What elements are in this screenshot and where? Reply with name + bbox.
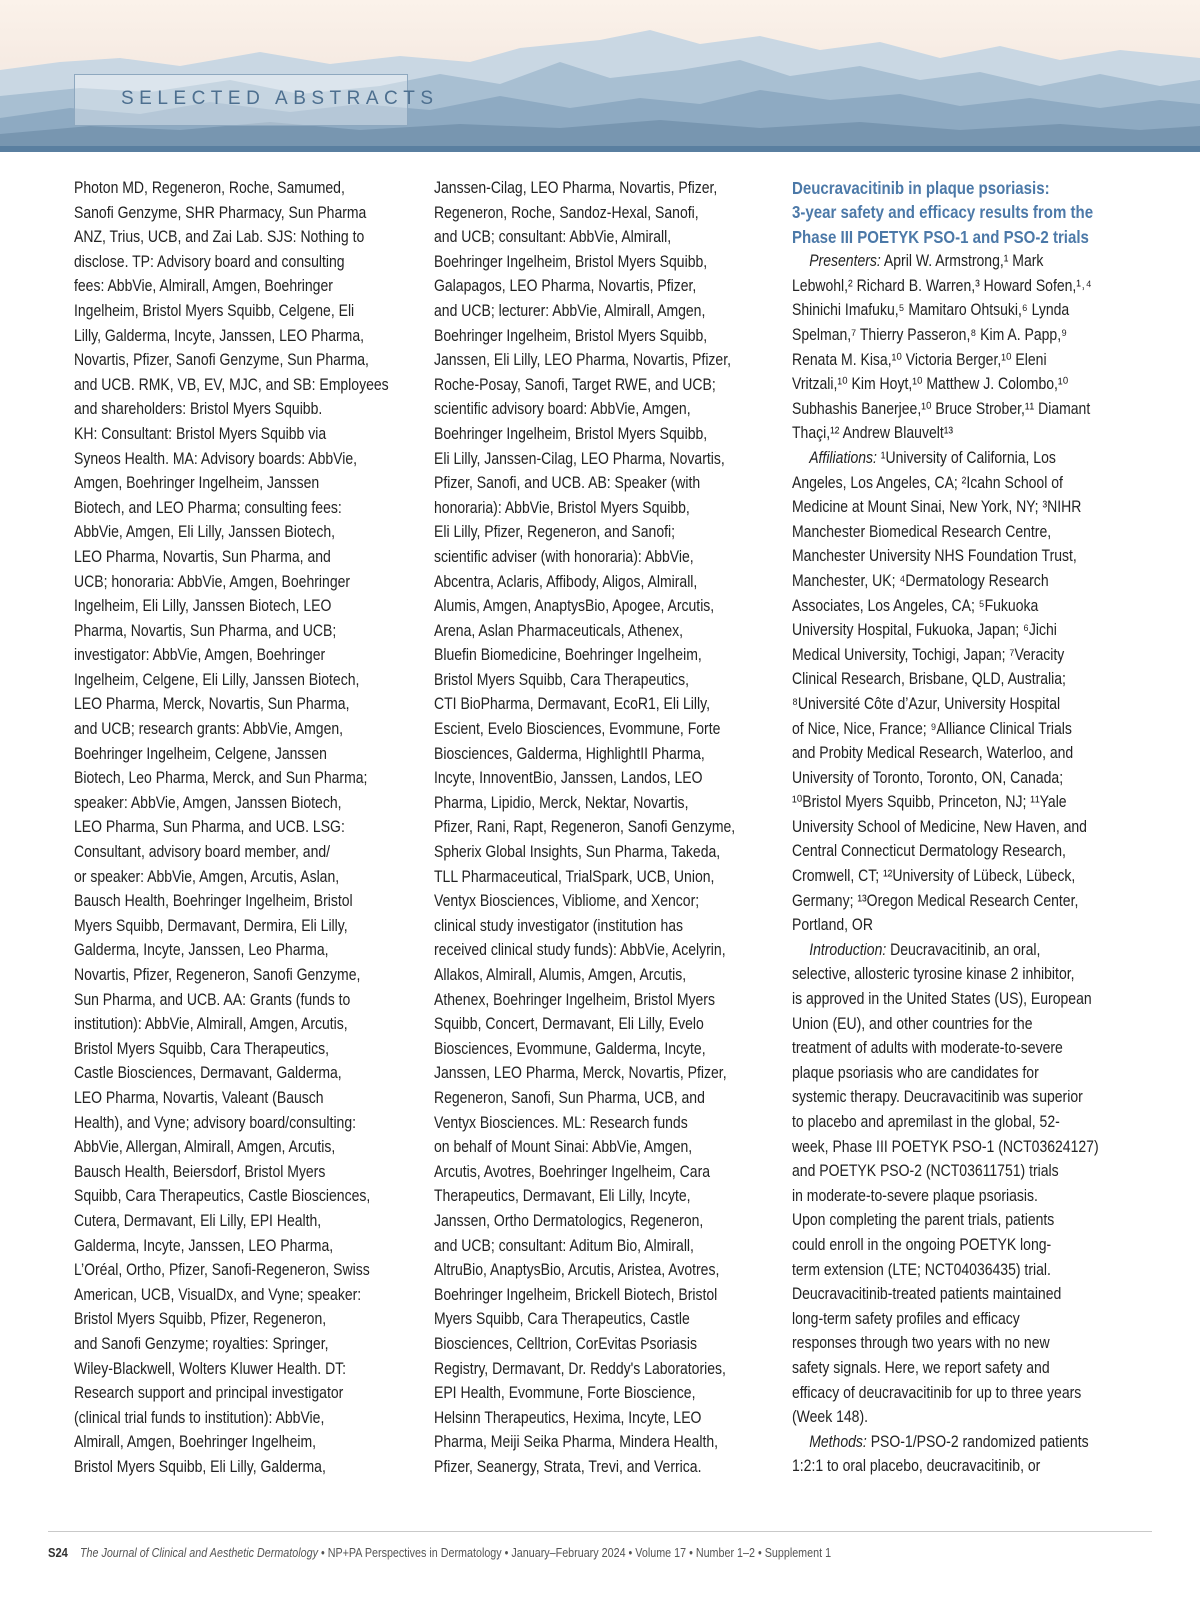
text-line: responses through two years with no new	[792, 1334, 1050, 1353]
text-line: University of Toronto, Toronto, ON, Canada;	[792, 768, 1064, 787]
text-line: Bausch Health, Boehringer Ingelheim, Bristol	[74, 892, 353, 911]
text-line: ⁸Université Côte d’Azur, University Hospital	[792, 694, 1061, 713]
text-line: ¹⁰Bristol Myers Squibb, Princeton, NJ; ¹¹Yale	[792, 793, 1067, 812]
text-line: week, Phase III POETYK PSO-1 (NCT03624127)	[792, 1137, 1099, 1156]
text-line: Janssen, Ortho Dermatologics, Regeneron,	[434, 1211, 704, 1230]
text-line: Lebwohl,² Richard B. Warren,³ Howard Sofen,¹˒⁴	[792, 276, 1092, 295]
text-line: Galapagos, LEO Pharma, Novartis, Pfizer,	[434, 277, 697, 296]
text-line: speaker: AbbVie, Amgen, Janssen Biotech,	[74, 793, 342, 812]
text-line: (Week 148).	[792, 1408, 869, 1427]
text-line: of Nice, Nice, France; ⁹Alliance Clinical Trials	[792, 719, 1072, 738]
affiliations-line: Affiliations: ¹University of California, Los	[809, 448, 1056, 467]
text-line: ANZ, Trius, UCB, and Zai Lab. SJS: Nothing to	[74, 228, 365, 247]
page-footer	[48, 1545, 831, 1560]
text-line: in moderate-to-severe plaque psoriasis.	[792, 1186, 1038, 1205]
text-line: Vritzali,¹⁰ Kim Hoyt,¹⁰ Matthew J. Colombo,¹⁰	[792, 375, 1069, 394]
text-line: and UCB; research grants: AbbVie, Amgen,	[74, 720, 344, 739]
text-line: Escient, Evelo Biosciences, Evommune, Forte	[434, 720, 721, 739]
section-label-box	[74, 74, 439, 126]
text-line: long-term safety profiles and efficacy	[792, 1309, 1020, 1328]
text-line: Manchester, UK; ⁴Dermatology Research	[792, 571, 1049, 590]
text-line: systemic therapy. Deucravacitinib was superior	[792, 1088, 1083, 1107]
text-line: Angeles, Los Angeles, CA; ²Icahn School of	[792, 473, 1063, 492]
text-line: Biotech, Leo Pharma, Merck, and Sun Pharma;	[74, 769, 368, 788]
text-line: LEO Pharma, Sun Pharma, and UCB. LSG:	[74, 818, 345, 837]
text-line: Ventyx Biosciences. ML: Research funds	[434, 1113, 688, 1132]
text-line: Arena, Aslan Pharmaceuticals, Athenex,	[434, 621, 684, 640]
text-line: Syneos Health. MA: Advisory boards: AbbVie,	[74, 449, 358, 468]
methods-label: Methods:	[809, 1432, 867, 1451]
text-line: and Sanofi Genzyme; royalties: Springer,	[74, 1334, 329, 1353]
text-line: Myers Squibb, Cara Therapeutics, Castle	[434, 1310, 690, 1329]
text-line: Bluefin Biomedicine, Boehringer Ingelheim,	[434, 646, 702, 665]
banner-rule	[0, 146, 1200, 152]
text-line: Ingelheim, Eli Lilly, Janssen Biotech, LEO	[74, 597, 332, 616]
text-line: Cromwell, CT; ¹²University of Lübeck, Lübeck,	[792, 867, 1076, 886]
text-line: on behalf of Mount Sinai: AbbVie, Amgen,	[434, 1138, 693, 1157]
text-line: scientific adviser (with honoraria): AbbVie,	[434, 547, 694, 566]
text-line: AltruBio, AnaptysBio, Arcutis, Aristea, Avotres,	[434, 1261, 720, 1280]
text-line: Roche-Posay, Sanofi, Target RWE, and UCB;	[434, 375, 716, 394]
text-line: Squibb, Concert, Dermavant, Eli Lilly, Evelo	[434, 1015, 704, 1034]
text-line: Portland, OR	[792, 916, 873, 935]
text-line: TLL Pharmaceutical, TrialSpark, UCB, Union,	[434, 867, 715, 886]
affiliations-label: Affiliations:	[809, 448, 877, 467]
text-line: Consultant, advisory board member, and/	[74, 843, 331, 862]
text-line: Renata M. Kisa,¹⁰ Victoria Berger,¹⁰ Eleni	[792, 350, 1047, 369]
text-line: could enroll in the ongoing POETYK long-	[792, 1235, 1052, 1254]
text-line: Subhashis Banerjee,¹⁰ Bruce Strober,¹¹ Diamant	[792, 399, 1091, 418]
text-line: Union (EU), and other countries for the	[792, 1014, 1033, 1033]
text-line: Boehringer Ingelheim, Celgene, Janssen	[74, 744, 327, 763]
text-line: Myers Squibb, Dermavant, Dermira, Eli Lilly,	[74, 916, 348, 935]
column-1	[74, 176, 389, 1479]
text-line: Novartis, Pfizer, Regeneron, Sanofi Genzyme,	[74, 966, 361, 984]
text-line: disclose. TP: Advisory board and consulting	[74, 252, 345, 271]
text-line: Research support and principal investigator	[74, 1384, 344, 1403]
text-line: Bristol Myers Squibb, Eli Lilly, Galderma,	[74, 1457, 326, 1476]
text-line: Pfizer, Seanergy, Strata, Trevi, and Verrica.	[434, 1457, 702, 1476]
text-line: EPI Health, Evommune, Forte Bioscience,	[434, 1384, 696, 1403]
text-line: Pfizer, Sanofi, and UCB. AB: Speaker (with	[434, 474, 701, 493]
text-line: Manchester Biomedical Research Centre,	[792, 522, 1052, 541]
text-line: Janssen, Eli Lilly, LEO Pharma, Novartis, Pfizer,	[434, 351, 732, 370]
text-line: Photon MD, Regeneron, Roche, Samumed,	[74, 179, 345, 197]
text-line: L’Oréal, Ortho, Pfizer, Sanofi-Regeneron, Swiss	[74, 1261, 370, 1280]
text-line: Lilly, Galderma, Incyte, Janssen, LEO Pharma,	[74, 326, 365, 345]
text-line: Janssen, LEO Pharma, Merck, Novartis, Pfizer,	[434, 1064, 727, 1083]
text-line: LEO Pharma, Novartis, Valeant (Bausch	[74, 1088, 324, 1107]
text-line: Pharma, Meiji Seika Pharma, Mindera Health,	[434, 1433, 719, 1452]
text-line: Medicine at Mount Sinai, New York, NY; ³NIHR	[792, 498, 1082, 517]
text-line: Health), and Vyne; advisory board/consulting:	[74, 1113, 357, 1132]
text-line: Medical University, Tochigi, Japan; ⁷Veracity	[792, 645, 1065, 664]
text-line: Alumis, Amgen, AnaptysBio, Apogee, Arcutis,	[434, 597, 715, 616]
text-line: Biotech, and LEO Pharma; consulting fees:	[74, 498, 342, 517]
text-line: Helsinn Therapeutics, Hexima, Incyte, LEO	[434, 1408, 702, 1427]
text-line: and UCB; consultant: Aditum Bio, Almirall,	[434, 1236, 694, 1255]
text-line: Associates, Los Angeles, CA; ⁵Fukuoka	[792, 596, 1039, 615]
text-line: (clinical trial funds to institution): AbbVie,	[74, 1408, 325, 1427]
text-line: Bristol Myers Squibb, Cara Therapeutics,	[74, 1039, 330, 1058]
text-line: and UCB. RMK, VB, EV, MJC, and SB: Employees	[74, 375, 389, 394]
text-line: Eli Lilly, Pfizer, Regeneron, and Sanofi;	[434, 523, 676, 542]
presenters-label: Presenters:	[809, 252, 881, 271]
text-line: Almirall, Amgen, Boehringer Ingelheim,	[74, 1433, 317, 1452]
header-banner	[0, 0, 1200, 152]
text-line: or speaker: AbbVie, Amgen, Arcutis, Aslan,	[74, 867, 340, 886]
text-line: Galderma, Incyte, Janssen, LEO Pharma,	[74, 1236, 334, 1255]
text-line: Abcentra, Aclaris, Affibody, Aligos, Almirall,	[434, 572, 698, 591]
text-line: University Hospital, Fukuoka, Japan; ⁶Jichi	[792, 621, 1057, 640]
text-line: UCB; honoraria: AbbVie, Amgen, Boehringer	[74, 572, 351, 591]
text-line: Biosciences, Celltrion, CorEvitas Psoriasis	[434, 1334, 698, 1353]
presenters-line: Presenters: April W. Armstrong,¹ Mark	[809, 252, 1044, 271]
text-line: Novartis, Pfizer, Sanofi Genzyme, Sun Pharma,	[74, 351, 369, 370]
text-line: Regeneron, Sanofi, Sun Pharma, UCB, and	[434, 1088, 705, 1107]
text-line: institution): AbbVie, Almirall, Amgen, Arcutis,	[74, 1015, 348, 1034]
text-line: Ingelheim, Bristol Myers Squibb, Celgene, Eli	[74, 301, 355, 320]
text-line: Upon completing the parent trials, patients	[792, 1211, 1055, 1230]
text-line: Amgen, Boehringer Ingelheim, Janssen	[74, 474, 320, 493]
text-line: Boehringer Ingelheim, Bristol Myers Squibb,	[434, 424, 708, 443]
text-line: AbbVie, Allergan, Almirall, Amgen, Arcutis,	[74, 1138, 336, 1157]
text-line: safety signals. Here, we report safety and	[792, 1358, 1050, 1377]
text-line: and UCB; lecturer: AbbVie, Almirall, Amgen,	[434, 301, 706, 320]
text-line: Eli Lilly, Janssen-Cilag, LEO Pharma, Novartis,	[434, 449, 725, 468]
text-line: 1:2:1 to oral placebo, deucravacitinib, or	[792, 1457, 1041, 1476]
text-line: investigator: AbbVie, Amgen, Boehringer	[74, 646, 326, 665]
text-line: University School of Medicine, New Haven, and	[792, 817, 1087, 836]
page-number: S24	[48, 1545, 68, 1560]
text-line: Cutera, Dermavant, Eli Lilly, EPI Health,	[74, 1211, 322, 1230]
text-line: Allakos, Almirall, Alumis, Amgen, Arcutis,	[434, 966, 687, 984]
text-line: Spherix Global Insights, Sun Pharma, Takeda,	[434, 843, 721, 862]
text-line: selective, allosteric tyrosine kinase 2 inhibitor,	[792, 965, 1075, 984]
text-line: and shareholders: Bristol Myers Squibb.	[74, 400, 323, 419]
issue-info: • NP+PA Perspectives in Dermatology • January–February 2024 • Volume 17 • Number 1–2 • Supplement 1	[317, 1546, 832, 1560]
text-line: Ventyx Biosciences, Vibliome, and Xencor;	[434, 892, 700, 911]
text-line: Central Connecticut Dermatology Research,	[792, 842, 1066, 861]
text-line: Therapeutics, Dermavant, Eli Lilly, Incyte,	[434, 1187, 691, 1206]
text-line: Boehringer Ingelheim, Bristol Myers Squibb,	[434, 326, 708, 345]
text-line: Galderma, Incyte, Janssen, Leo Pharma,	[74, 941, 329, 960]
section-label: SELECTED ABSTRACTS	[121, 88, 439, 109]
introduction-line: Introduction: Deucravacitinib, an oral,	[809, 940, 1041, 959]
text-line: Wiley-Blackwell, Wolters Kluwer Health. DT:	[74, 1359, 347, 1378]
text-line: Incyte, InnoventBio, Janssen, Landos, LEO	[434, 769, 703, 788]
text-line: Registry, Dermavant, Dr. Reddy's Laboratories,	[434, 1359, 726, 1378]
text-line: efficacy of deucravacitinib for up to three years	[792, 1383, 1082, 1402]
text-line: Regeneron, Roche, Sandoz-Hexal, Sanofi,	[434, 203, 699, 222]
text-line: scientific advisory board: AbbVie, Amgen,	[434, 400, 691, 419]
column-3	[792, 176, 1099, 1479]
text-line: KH: Consultant: Bristol Myers Squibb via	[74, 424, 327, 443]
text-line: Ingelheim, Celgene, Eli Lilly, Janssen Biotech,	[74, 670, 360, 689]
footer-rule	[48, 1531, 1152, 1532]
text-line: treatment of adults with moderate-to-severe	[792, 1039, 1063, 1058]
text-line: Clinical Research, Brisbane, QLD, Australia;	[792, 670, 1066, 689]
text-line: Bausch Health, Beiersdorf, Bristol Myers	[74, 1162, 326, 1181]
text-line: American, UCB, VisualDx, and Vyne; speaker:	[74, 1285, 362, 1304]
text-line: Athenex, Boehringer Ingelheim, Bristol Myers	[434, 990, 715, 1009]
text-line: plaque psoriasis who are candidates for	[792, 1063, 1039, 1082]
text-line: LEO Pharma, Novartis, Sun Pharma, and	[74, 547, 331, 566]
text-line: honoraria): AbbVie, Bristol Myers Squibb,	[434, 498, 690, 517]
text-line: and UCB; consultant: AbbVie, Almirall,	[434, 228, 672, 247]
abstract-title: 3-year safety and efficacy results from the	[792, 202, 1094, 223]
introduction-label: Introduction:	[809, 940, 887, 959]
text-line: CTI BioPharma, Dermavant, EcoR1, Eli Lilly,	[434, 695, 710, 714]
text-line: Shinichi Imafuku,⁵ Mamitaro Ohtsuki,⁶ Lynda	[792, 301, 1070, 320]
text-line: Bristol Myers Squibb, Pfizer, Regeneron,	[74, 1310, 327, 1329]
text-line: clinical study investigator (institution has	[434, 916, 684, 935]
text-line: Sun Pharma, and UCB. AA: Grants (funds to	[74, 990, 351, 1009]
text-line: Biosciences, Galderma, HighlightII Pharma,	[434, 744, 705, 763]
text-line: and Probity Medical Research, Waterloo, and	[792, 744, 1074, 763]
text-line: Janssen-Cilag, LEO Pharma, Novartis, Pfizer,	[434, 179, 718, 197]
text-line: Manchester University NHS Foundation Trust,	[792, 547, 1077, 566]
text-line: Arcutis, Avotres, Boehringer Ingelheim, Cara	[434, 1162, 711, 1181]
text-line: fees: AbbVie, Almirall, Amgen, Boehringer	[74, 277, 333, 296]
text-line: Boehringer Ingelheim, Bristol Myers Squibb,	[434, 252, 708, 271]
text-line: Thaçi,¹² Andrew Blauvelt¹³	[792, 424, 954, 443]
text-line: Pfizer, Rani, Rapt, Regeneron, Sanofi Genzyme,	[434, 818, 736, 837]
text-line: Bristol Myers Squibb, Cara Therapeutics,	[434, 670, 690, 689]
journal-name: The Journal of Clinical and Aesthetic Dermatology	[79, 1546, 318, 1560]
text-line: Deucravacitinib-treated patients maintained	[792, 1285, 1062, 1304]
column-2	[434, 176, 735, 1479]
text-line: is approved in the United States (US), European	[792, 990, 1092, 1009]
text-line: Pharma, Novartis, Sun Pharma, and UCB;	[74, 621, 337, 640]
text-line: AbbVie, Amgen, Eli Lilly, Janssen Biotech,	[74, 523, 335, 542]
text-line: received clinical study funds): AbbVie, Acelyrin,	[434, 941, 726, 960]
text-line: Castle Biosciences, Dermavant, Galderma,	[74, 1064, 342, 1083]
text-line: Squibb, Cara Therapeutics, Castle Biosciences,	[74, 1187, 371, 1206]
abstract-title: Phase III POETYK PSO-1 and PSO-2 trials	[792, 226, 1089, 247]
text-line: to placebo and apremilast in the global, 52-	[792, 1113, 1060, 1131]
text-line: Germany; ¹³Oregon Medical Research Center,	[792, 891, 1079, 910]
text-line: and POETYK PSO-2 (NCT03611751) trials	[792, 1162, 1059, 1181]
text-line: Pharma, Lipidio, Merck, Nektar, Novartis,	[434, 793, 689, 812]
text-line: Biosciences, Evommune, Galderma, Incyte,	[434, 1039, 706, 1058]
text-line: LEO Pharma, Merck, Novartis, Sun Pharma,	[74, 695, 350, 714]
text-line: Boehringer Ingelheim, Brickell Biotech, Bristol	[434, 1285, 718, 1304]
abstract-title: Deucravacitinib in plaque psoriasis:	[792, 178, 1050, 198]
text-line: Sanofi Genzyme, SHR Pharmacy, Sun Pharma	[74, 203, 367, 222]
text-line: Spelman,⁷ Thierry Passeron,⁸ Kim A. Papp,⁹	[792, 326, 1068, 344]
text-line: term extension (LTE; NCT04036435) trial.	[792, 1260, 1051, 1279]
methods-line: Methods: PSO-1/PSO-2 randomized patients	[809, 1432, 1089, 1451]
